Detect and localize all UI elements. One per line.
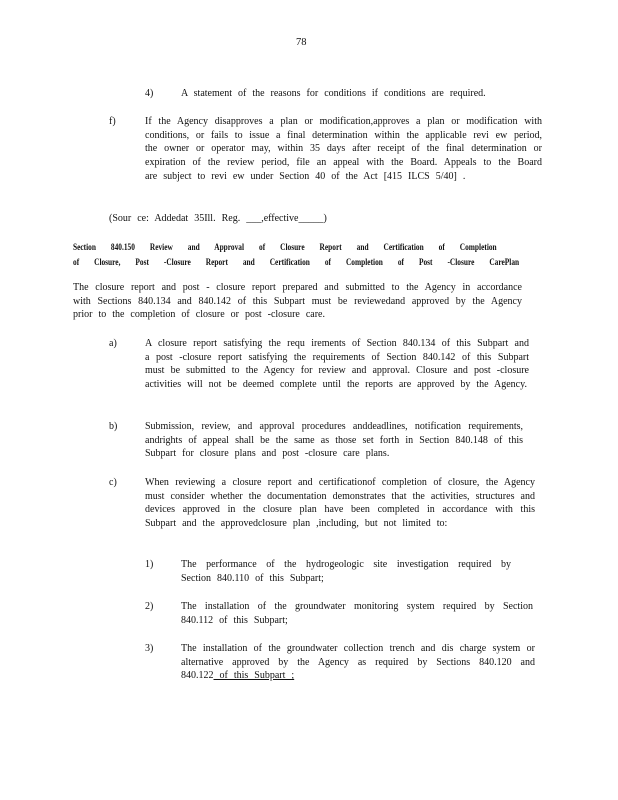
item-f-label: f)	[109, 116, 116, 127]
section-heading	[73, 240, 520, 269]
subitem-3-underlined: of this Subpart ;	[213, 670, 295, 682]
item-4-text: A statement of the reasons for conditions if conditions are required.	[181, 88, 486, 99]
subitem-3-body: The installation of the groundwater collection trench and dis charge system or alternative approved by the Agency as required by Sections 840.120 and 840.122	[181, 643, 535, 682]
subsection-b-label: b)	[109, 421, 118, 432]
subitem-2-text: The installation of the groundwater monitoring system required by Section 840.112 of this Subpart;	[181, 601, 533, 626]
section-heading-line-1: Section 840.150 Review and Approval of Closure Report and Certification of Completion	[73, 242, 497, 252]
subsection-b-text: Submission, review, and approval procedures anddeadlines, notification requirements, andrights of appeal shall be the same as those set forth in Section 840.148 of this Subpart for closure plans and post -closure care plans.	[145, 421, 523, 460]
section-intro: The closure report and post - closure report prepared and submitted to the Agency in accordance with Sections 840.134 and 840.142 of this Subpart must be reviewedand approved by the Agency prior to the completion of closure or post -closure care.	[73, 282, 522, 321]
subitem-1-label: 1)	[145, 559, 154, 570]
subitem-2-label: 2)	[145, 601, 154, 612]
subsection-c-text: When reviewing a closure report and certificationof completion of closure, the Agency must consider whether the documentation demonstrates that the activities, structures and devices approved in the closure plan have been completed in accordance with this Subpart and the approvedclosure plan ,including, but not limited to:	[145, 477, 535, 530]
subsection-a-text: A closure report satisfying the requ irements of Section 840.134 of this Subpart and a post -closure report satisfying the requirements of Section 840.142 of this Subpart must be submitted to the Agency for review and approval. Closure and post -closure activities will not be deemed complete until the reports are approved by the Agency.	[145, 338, 529, 391]
subitem-3-label: 3)	[145, 643, 154, 654]
subitem-3-text	[181, 642, 535, 683]
subsection-a-label: a)	[109, 338, 117, 349]
item-f-text: If the Agency disapproves a plan or modification,approves a plan or modification with conditions, or fails to issue a final determination within the applicable revi ew period, the owner or operator may, within 35 days after receipt of the final determination or expiration of the review period, file an appeal with the Board. Appeals to the Board are subject to revi ew under Section 40 of the Act [415 ILCS 5/40] .	[145, 116, 542, 182]
subsection-c-label: c)	[109, 477, 117, 488]
source-note: (Sour ce: Addedat 35Ill. Reg. ___,effective_____)	[109, 213, 327, 224]
subitem-1-text: The performance of the hydrogeologic site investigation required by Section 840.110 of this Subpart;	[181, 559, 511, 584]
section-heading-line-2: of Closure, Post -Closure Report and Certification of Completion of Post -Closure CarePlan	[73, 256, 520, 267]
page-number: 78	[296, 37, 307, 48]
item-4-label: 4)	[145, 88, 154, 99]
